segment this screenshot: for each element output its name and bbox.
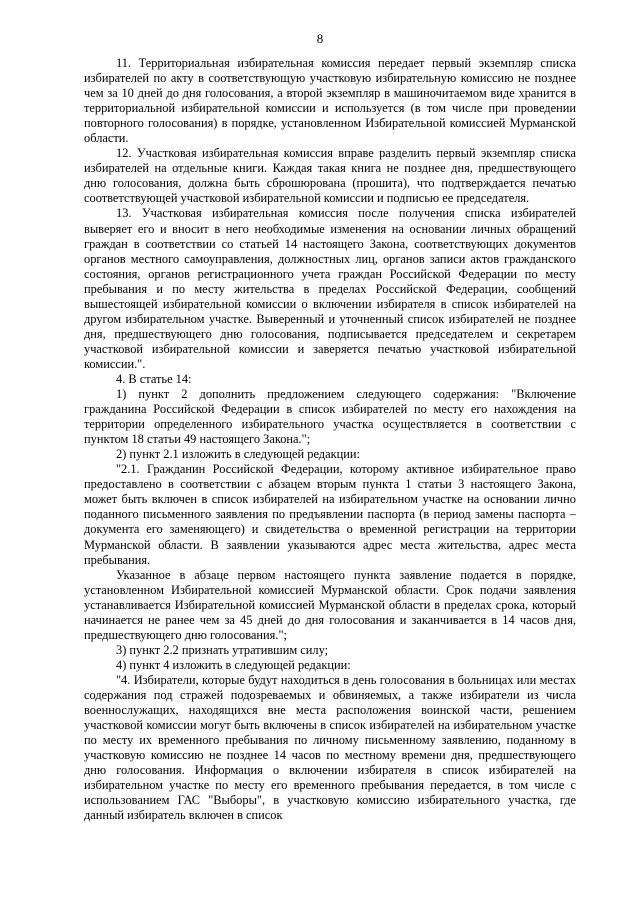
paragraph-item-3: 3) пункт 2.2 признать утратившим силу; <box>116 642 329 657</box>
paragraph-clause-4: "4. Избиратели, которые будут находиться в день голосования в больницах или местах содержания под стражей подозреваемых и обвиняемых, а также избиратели из числа военнослужащих, находящихся вне места расположения воинской части, решением участковой комиссии могут быть включены в список избирателей на избирательном участке по месту их временного пребывания по личному письменному заявлению, поданному в участковую комиссию не позднее 14 часов по местному времени дня, предшествующего дню голосования. Информация о включении избирателя в список избирателей на избирательном участке по месту его временного пребывания передается, в том числе с использованием ГАС "Выборы", в участковую комиссию избирательного участка, где данный избиратель включен в список <box>84 672 576 823</box>
paragraph-item-2: 2) пункт 2.1 изложить в следующей редакции: <box>116 447 360 462</box>
document-body <box>84 56 576 823</box>
page-number: 8 <box>316 31 324 46</box>
paragraph-item-1: 1) пункт 2 дополнить предложением следующего содержания: "Включение гражданина Российской Федерации в список избирателей по месту его нахождения на территории определенного избирательного участка осуществляется в соответствии с пунктом 18 статьи 49 настоящего Закона."; <box>84 387 576 447</box>
paragraph-clause-2-1-second: Указанное в абзаце первом настоящего пункта заявление подается в порядке, установленном Избирательной комиссией Мурманской области. Срок подачи заявления устанавливается Избирательной комиссией Мурманской области в пределах срока, который начинается не ранее чем за 45 дней до дня голосования и заканчивается в 14 часов дня, предшествующего дню голосования."; <box>84 567 576 642</box>
paragraph-11: 11. Территориальная избирательная комиссия передает первый экземпляр списка избирателей по акту в соответствующую участковую избирательную комиссию не позднее чем за 10 дней до дня голосования, а второй экземпляр в машиночитаемом виде хранится в территориальной избирательной комиссии и используется (в том числе при проведении повторного голосования) в порядке, установленном Избирательной комиссией Мурманской области. <box>84 56 576 146</box>
paragraph-item-4: 4) пункт 4 изложить в следующей редакции: <box>116 657 351 672</box>
paragraph-clause-2-1: "2.1. Гражданин Российской Федерации, которому активное избирательное право предоставлено в соответствии с абзацем вторым пункта 1 статьи 3 настоящего Закона, может быть включен в список избирателей на избирательном участке на основании лично поданного письменного заявления по предъявлении паспорта (в период замены паспорта – документа его заменяющего) и свидетельства о временной регистрации на территории Мурманской области. В заявлении указываются адрес места жительства, адрес места пребывания. <box>84 462 576 567</box>
paragraph-13: 13. Участковая избирательная комиссия после получения списка избирателей выверяет его и вносит в него необходимые изменения на основании личных обращений граждан в соответствии со статьей 14 настоящего Закона, соответствующих документов органов местного самоуправления, должностных лиц, органов записи актов гражданского состояния, органов регистрационного учета граждан Российской Федерации по месту пребывания и по месту жительства в пределах Российской Федерации, сообщений вышестоящей избирательной комиссии о включении избирателя в список избирателей на другом избирательном участке. Выверенный и уточненный список избирателей не позднее дня, предшествующего дню голосования, подписывается председателем и секретарем участковой избирательной комиссии и заверяется печатью участковой избирательной комиссии.". <box>84 206 576 371</box>
paragraph-12: 12. Участковая избирательная комиссия вправе разделить первый экземпляр списка избирателей на отдельные книги. Каждая такая книга не позднее дня, предшествующего дню голосования, должна быть сброшюрована (прошита), что подтверждается печатью соответствующей участковой избирательной комиссии и подписью ее председателя. <box>84 146 576 206</box>
paragraph-article-14-heading: 4. В статье 14: <box>116 371 192 386</box>
